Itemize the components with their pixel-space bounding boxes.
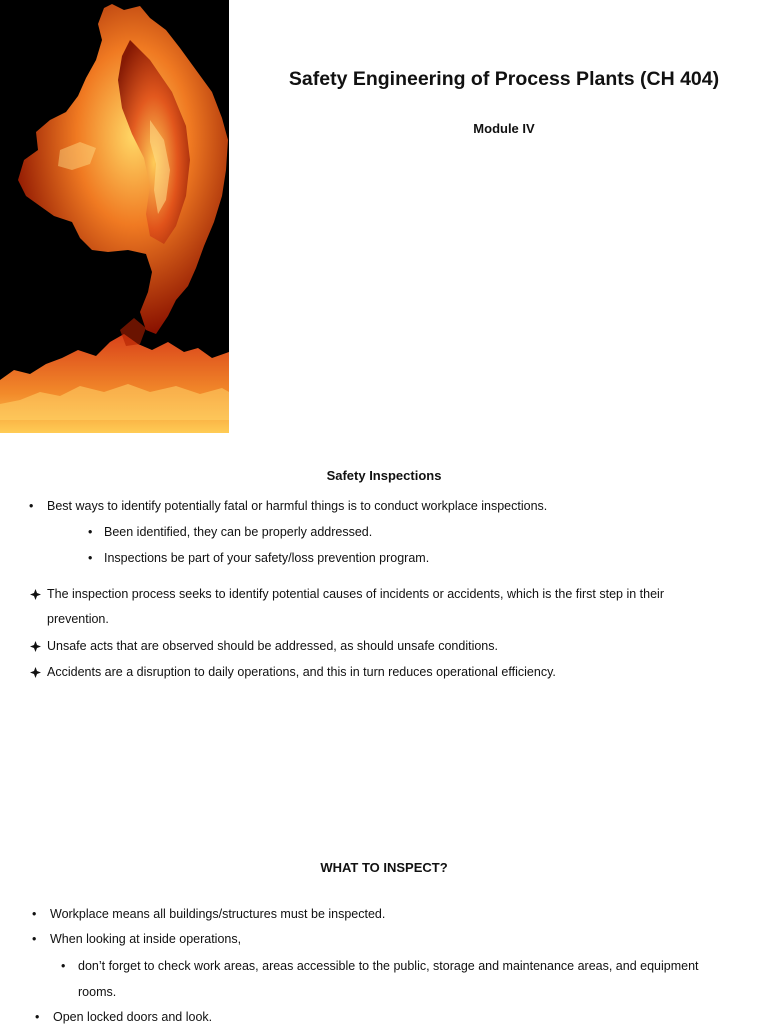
- fire-image: [0, 0, 229, 433]
- list-item-continuation: rooms.: [78, 985, 117, 999]
- list-item: Open locked doors and look.: [53, 1010, 213, 1024]
- diamond-bullet-icon: [30, 641, 41, 652]
- list-item: don’t forget to check work areas, areas accessible to the public, storage and maintenance areas, and equipment: [78, 959, 699, 973]
- list-item: Inspections be part of your safety/loss prevention program.: [104, 551, 430, 565]
- list-item: Been identified, they can be properly addressed.: [104, 525, 373, 539]
- list-item-continuation: prevention.: [47, 612, 109, 626]
- diamond-bullet-icon: [30, 589, 41, 600]
- section-heading-safety-inspections: Safety Inspections: [326, 468, 442, 483]
- bullet-marker: •: [29, 499, 34, 513]
- list-item: Best ways to identify potentially fatal or harmful things is to conduct workplace inspections.: [47, 499, 548, 513]
- list-item: Unsafe acts that are observed should be addressed, as should unsafe conditions.: [47, 639, 498, 653]
- bullet-marker: •: [35, 1010, 40, 1024]
- bullet-marker: •: [88, 551, 93, 565]
- bullet-marker: •: [61, 959, 66, 973]
- bullet-marker: •: [32, 907, 37, 921]
- diamond-bullet-icon: [30, 667, 41, 678]
- flame-illustration: [0, 0, 229, 433]
- list-item: The inspection process seeks to identify potential causes of incidents or accidents, which is the first step in their: [47, 587, 664, 601]
- bullet-marker: •: [32, 932, 37, 946]
- section-heading-what-to-inspect: WHAT TO INSPECT?: [320, 860, 448, 875]
- bullet-marker: •: [88, 525, 93, 539]
- document-title: Safety Engineering of Process Plants (CH 404): [288, 68, 720, 90]
- module-label: Module IV: [473, 121, 535, 136]
- list-item: When looking at inside operations,: [50, 932, 242, 946]
- list-item: Workplace means all buildings/structures must be inspected.: [50, 907, 386, 921]
- list-item: Accidents are a disruption to daily operations, and this in turn reduces operational efficiency.: [47, 665, 556, 679]
